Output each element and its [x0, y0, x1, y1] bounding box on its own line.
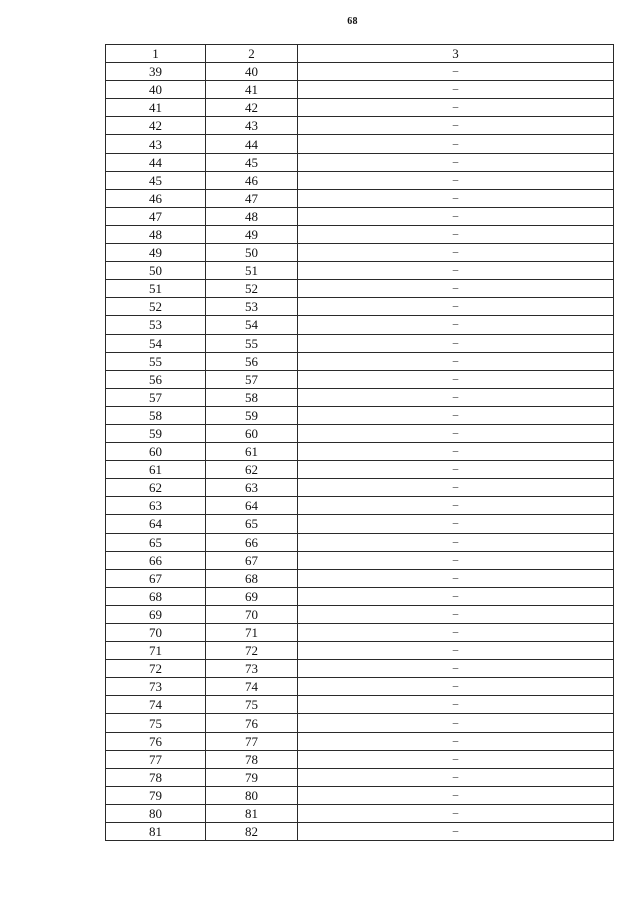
table-row: [106, 153, 614, 171]
table-cell-col-1: 56: [106, 370, 206, 388]
table-cell-col-3: –: [298, 171, 614, 189]
table-row: [106, 135, 614, 153]
table-cell-col-2: 64: [206, 497, 298, 515]
table-cell-col-3: –: [298, 750, 614, 768]
table-cell-col-1: 39: [106, 63, 206, 81]
table-cell-col-1: 70: [106, 624, 206, 642]
table-row: [106, 443, 614, 461]
table-cell-col-2: 81: [206, 804, 298, 822]
table-cell-col-2: 49: [206, 225, 298, 243]
table-cell-col-1: 64: [106, 515, 206, 533]
table-cell-col-2: 77: [206, 732, 298, 750]
table-cell-col-1: 79: [106, 786, 206, 804]
table-cell-col-3: –: [298, 515, 614, 533]
table-cell-col-2: 61: [206, 443, 298, 461]
table-row: [106, 605, 614, 623]
table-cell-col-2: 43: [206, 117, 298, 135]
table-cell-col-3: –: [298, 370, 614, 388]
table-cell-col-3: –: [298, 424, 614, 442]
table-cell-col-2: 79: [206, 768, 298, 786]
table-cell-col-3: –: [298, 479, 614, 497]
table-cell-col-3: –: [298, 714, 614, 732]
table-cell-col-1: 43: [106, 135, 206, 153]
table-cell-col-3: –: [298, 388, 614, 406]
table-cell-col-1: 71: [106, 642, 206, 660]
table-cell-col-3: –: [298, 406, 614, 424]
table-cell-col-1: 58: [106, 406, 206, 424]
table-cell-col-2: 44: [206, 135, 298, 153]
table-row: [106, 732, 614, 750]
table-row: [106, 678, 614, 696]
table-row: [106, 225, 614, 243]
table-cell-col-2: 56: [206, 352, 298, 370]
table-cell-col-1: 78: [106, 768, 206, 786]
table-cell-col-3: –: [298, 117, 614, 135]
table-cell-col-3: –: [298, 135, 614, 153]
table-cell-col-3: –: [298, 732, 614, 750]
table-cell-col-2: 66: [206, 533, 298, 551]
table-cell-col-3: –: [298, 678, 614, 696]
table-body: [106, 63, 614, 841]
table-row: [106, 370, 614, 388]
column-header-2: 2: [206, 45, 298, 63]
table-cell-col-1: 68: [106, 587, 206, 605]
table-row: [106, 262, 614, 280]
table-row: [106, 804, 614, 822]
table-cell-col-3: –: [298, 768, 614, 786]
table-cell-col-1: 62: [106, 479, 206, 497]
table-cell-col-1: 77: [106, 750, 206, 768]
table-cell-col-2: 57: [206, 370, 298, 388]
table-cell-col-2: 41: [206, 81, 298, 99]
table-cell-col-3: –: [298, 352, 614, 370]
table-cell-col-3: –: [298, 605, 614, 623]
table-cell-col-3: –: [298, 244, 614, 262]
table-cell-col-3: –: [298, 99, 614, 117]
table-cell-col-1: 75: [106, 714, 206, 732]
table-cell-col-3: –: [298, 298, 614, 316]
table-cell-col-1: 46: [106, 189, 206, 207]
table-cell-col-1: 61: [106, 461, 206, 479]
table-cell-col-3: –: [298, 823, 614, 841]
table-row: [106, 298, 614, 316]
table-cell-col-1: 41: [106, 99, 206, 117]
table-cell-col-1: 50: [106, 262, 206, 280]
table-cell-col-2: 51: [206, 262, 298, 280]
table-row: [106, 587, 614, 605]
table-cell-col-1: 67: [106, 569, 206, 587]
table-row: [106, 244, 614, 262]
table-cell-col-2: 52: [206, 280, 298, 298]
table-row: [106, 714, 614, 732]
table-cell-col-1: 57: [106, 388, 206, 406]
table-row: [106, 696, 614, 714]
table-cell-col-1: 80: [106, 804, 206, 822]
table-cell-col-1: 66: [106, 551, 206, 569]
table-cell-col-2: 70: [206, 605, 298, 623]
table-cell-col-2: 46: [206, 171, 298, 189]
table-cell-col-3: –: [298, 497, 614, 515]
table-row: [106, 750, 614, 768]
table-cell-col-1: 73: [106, 678, 206, 696]
table-cell-col-2: 72: [206, 642, 298, 660]
table-cell-col-1: 59: [106, 424, 206, 442]
table-row: [106, 280, 614, 298]
table-cell-col-3: –: [298, 153, 614, 171]
table-cell-col-2: 59: [206, 406, 298, 424]
table-row: [106, 569, 614, 587]
table-cell-col-3: –: [298, 533, 614, 551]
table-cell-col-2: 82: [206, 823, 298, 841]
table-row: [106, 63, 614, 81]
table-cell-col-3: –: [298, 81, 614, 99]
table-cell-col-1: 47: [106, 207, 206, 225]
table-cell-col-2: 42: [206, 99, 298, 117]
table-cell-col-1: 53: [106, 316, 206, 334]
table-cell-col-2: 53: [206, 298, 298, 316]
table-cell-col-2: 71: [206, 624, 298, 642]
table-row: [106, 352, 614, 370]
table-cell-col-2: 75: [206, 696, 298, 714]
table-cell-col-2: 67: [206, 551, 298, 569]
table-row: [106, 461, 614, 479]
table-cell-col-3: –: [298, 660, 614, 678]
table-row: [106, 171, 614, 189]
table-cell-col-1: 81: [106, 823, 206, 841]
table-cell-col-2: 68: [206, 569, 298, 587]
column-header-3: 3: [298, 45, 614, 63]
table-header-row: [106, 45, 614, 63]
table-cell-col-2: 40: [206, 63, 298, 81]
table-cell-col-3: –: [298, 624, 614, 642]
table-cell-col-1: 69: [106, 605, 206, 623]
table-cell-col-1: 52: [106, 298, 206, 316]
table-cell-col-1: 65: [106, 533, 206, 551]
table-cell-col-2: 63: [206, 479, 298, 497]
table-row: [106, 316, 614, 334]
table-row: [106, 533, 614, 551]
table-cell-col-1: 74: [106, 696, 206, 714]
table-cell-col-3: –: [298, 443, 614, 461]
table-cell-col-1: 55: [106, 352, 206, 370]
table-row: [106, 497, 614, 515]
table-cell-col-3: –: [298, 334, 614, 352]
table-cell-col-1: 45: [106, 171, 206, 189]
table-cell-col-3: –: [298, 461, 614, 479]
table-row: [106, 424, 614, 442]
table-cell-col-2: 45: [206, 153, 298, 171]
table-row: [106, 207, 614, 225]
table-cell-col-2: 47: [206, 189, 298, 207]
table-cell-col-2: 69: [206, 587, 298, 605]
table-cell-col-2: 50: [206, 244, 298, 262]
table-row: [106, 388, 614, 406]
table-cell-col-1: 51: [106, 280, 206, 298]
table-cell-col-2: 54: [206, 316, 298, 334]
table-cell-col-3: –: [298, 189, 614, 207]
table-cell-col-1: 42: [106, 117, 206, 135]
table-row: [106, 117, 614, 135]
table-cell-col-3: –: [298, 262, 614, 280]
page-number: 68: [347, 16, 358, 27]
table-cell-col-1: 60: [106, 443, 206, 461]
table-cell-col-3: –: [298, 316, 614, 334]
table-row: [106, 624, 614, 642]
table-cell-col-3: –: [298, 225, 614, 243]
table-cell-col-2: 65: [206, 515, 298, 533]
table-cell-col-3: –: [298, 280, 614, 298]
table-cell-col-1: 40: [106, 81, 206, 99]
table-row: [106, 406, 614, 424]
table-cell-col-1: 54: [106, 334, 206, 352]
table-cell-col-2: 73: [206, 660, 298, 678]
table-cell-col-3: –: [298, 642, 614, 660]
table-cell-col-1: 76: [106, 732, 206, 750]
table-cell-col-2: 62: [206, 461, 298, 479]
table-row: [106, 189, 614, 207]
table-row: [106, 551, 614, 569]
data-table: [105, 44, 614, 841]
table-cell-col-2: 80: [206, 786, 298, 804]
table-cell-col-2: 76: [206, 714, 298, 732]
table-row: [106, 479, 614, 497]
table-row: [106, 768, 614, 786]
table-row: [106, 823, 614, 841]
table-cell-col-3: –: [298, 587, 614, 605]
table-cell-col-1: 63: [106, 497, 206, 515]
table-cell-col-3: –: [298, 696, 614, 714]
table-row: [106, 334, 614, 352]
table-cell-col-3: –: [298, 786, 614, 804]
table-cell-col-2: 74: [206, 678, 298, 696]
table-row: [106, 642, 614, 660]
table-cell-col-1: 49: [106, 244, 206, 262]
table-cell-col-1: 44: [106, 153, 206, 171]
table-row: [106, 786, 614, 804]
table-row: [106, 660, 614, 678]
table-cell-col-3: –: [298, 569, 614, 587]
table-cell-col-3: –: [298, 804, 614, 822]
table-cell-col-1: 72: [106, 660, 206, 678]
table-cell-col-3: –: [298, 63, 614, 81]
table-cell-col-2: 60: [206, 424, 298, 442]
table-row: [106, 99, 614, 117]
table-cell-col-2: 55: [206, 334, 298, 352]
table-cell-col-3: –: [298, 207, 614, 225]
table-cell-col-2: 78: [206, 750, 298, 768]
table-row: [106, 81, 614, 99]
table-header: [106, 45, 614, 63]
table-cell-col-1: 48: [106, 225, 206, 243]
column-header-1: 1: [106, 45, 206, 63]
table-cell-col-2: 58: [206, 388, 298, 406]
table-row: [106, 515, 614, 533]
table-cell-col-2: 48: [206, 207, 298, 225]
table-cell-col-3: –: [298, 551, 614, 569]
